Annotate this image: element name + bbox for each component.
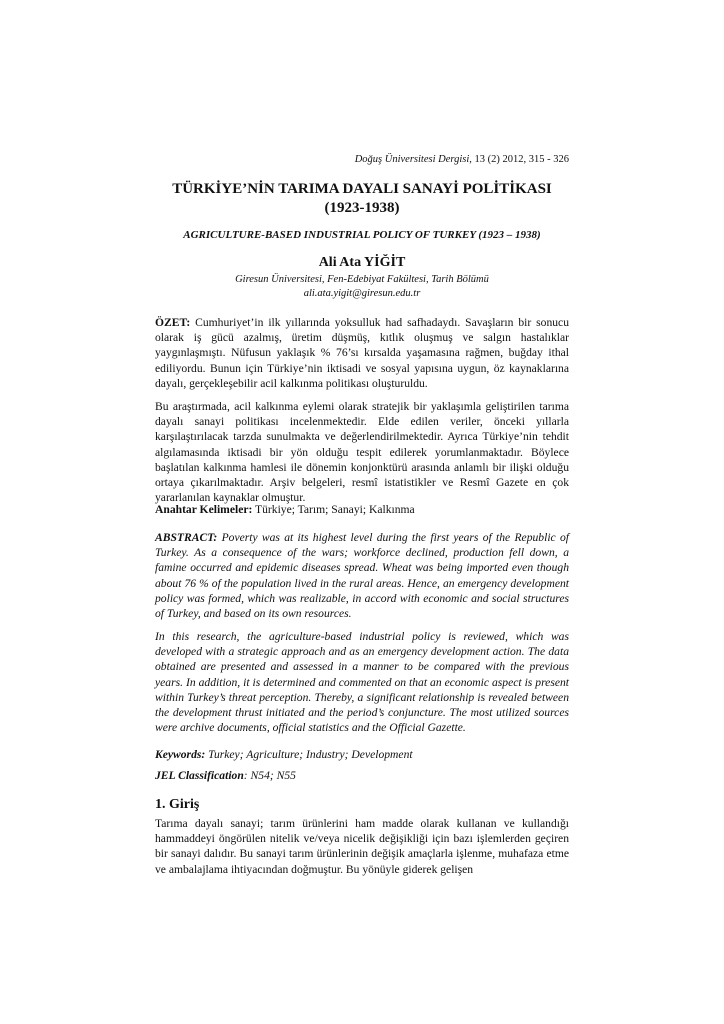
author-email[interactable]: ali.ata.yigit@giresun.edu.tr: [303, 288, 421, 299]
abstract-label: ABSTRACT:: [155, 531, 218, 544]
keywords: [155, 747, 569, 762]
keywords-label: Keywords:: [155, 748, 206, 761]
abstract-paragraph-1: [155, 530, 569, 621]
ozet-text-1: Cumhuriyet’in ilk yıllarında yoksulluk had safhadaydı. Savaşların bir sonucu olarak iş gücü azalmış, üretim düşmüş, kıtlık oluşmuş ve salgın hastalıklar yaygınlaşmıştı. Nüfusun yaklaşık % 76’sı kırsalda yaşamasına rağmen, buğday ithal ediliyordu. Bunun için Türkiye’nin iktisadi ve sosyal yapısına uygun, öz kaynaklarına dayalı, gerçekleşebilir acil kalkınma politikası oluşturuldu.: [155, 316, 569, 390]
journal-issue: , 13 (2) 2012, 315 - 326: [469, 154, 569, 165]
keywords-value: Turkey; Agriculture; Industry; Development: [205, 748, 413, 761]
section-heading-giris: 1. Giriş: [155, 797, 200, 812]
abstract-paragraph-2: In this research, the agriculture-based industrial policy is reviewed, which was developed with a strategic approach and as an emergency development action. The data obtained are presented and assessed in a manner to be compared with the previous years. In addition, it is determined and commented on that an economic aspect is present within Turkey’s threat perception. Thereby, a significant relationship is revealed between the development thrust initiated and the period’s conjuncture. The most utilized sources were archive documents, official statistics and the Official Gazette.: [155, 630, 569, 735]
ozet-label: ÖZET:: [155, 316, 191, 329]
english-title: AGRICULTURE-BASED INDUSTRIAL POLICY OF TURKEY (1923 – 1938): [183, 229, 541, 241]
anahtar-kelimeler: [155, 502, 569, 517]
author-affiliation: Giresun Üniversitesi, Fen-Edebiyat Fakültesi, Tarih Bölümü: [235, 274, 489, 285]
article-title-line1: TÜRKİYE’NİN TARIMA DAYALI SANAYİ POLİTİKASI: [172, 181, 552, 197]
journal-name: Doğuş Üniversitesi Dergisi: [354, 154, 470, 165]
article-title: [155, 180, 569, 218]
anahtar-label: Anahtar Kelimeler:: [155, 503, 253, 516]
author-name: Ali Ata YİĞİT: [318, 255, 406, 270]
anahtar-value: Türkiye; Tarım; Sanayi; Kalkınma: [252, 503, 415, 516]
jel-label: JEL Classification: [155, 769, 244, 782]
jel-value: : N54; N55: [243, 769, 296, 782]
abstract-text-1: Poverty was at its highest level during the first years of the Republic of Turkey. As a consequence of the wars; workforce declined, production fell down, a famine occurred and epidemic diseases spread. Wheat was being imported even though about 76 % of the population lived in the rural areas. Hence, an emergency development policy was formed, which was realizable, in accord with economic and social structures of Turkey, and based on its own resources.: [155, 531, 569, 621]
section-giris-text: Tarıma dayalı sanayi; tarım ürünlerini ham madde olarak kullanan ve kullandığı hammaddeyi öngörülen nitelik ve/veya nicelik değişikliği için bazı işlemlerden geçiren bir sanayi dalıdır. Bu sanayi tarım ürünlerinin değişik amaçlarla işlenme, muhafaza etme ve ambalajlama ihtiyacından doğmuştur. Bu yönüyle giderek gelişen: [155, 817, 569, 876]
ozet-paragraph-1: [155, 315, 569, 391]
ozet-paragraph-2: Bu araştırmada, acil kalkınma eylemi olarak stratejik bir yaklaşımla geliştirilen tarıma dayalı sanayi politikası incelenmektedir. Elde edilen veriler, önceki yıllarla karşılaştırılacak tarzda sunulmakta ve değerlendirilmektedir. Ayrıca Türkiye’nin tehdit algılamasında iktisadi bir yön olduğu tespit edilerek yorumlanmaktadır. Böylece başlatılan kalkınma hamlesi ile dönemin konjonktürü arasında anlamlı bir ilişki olduğu ortaya çıkarılmaktadır. Arşiv belgeleri, resmî istatistikler ve Resmî Gazete en çok yararlanılan kaynaklar olmuştur.: [155, 400, 569, 505]
running-header: [355, 154, 569, 165]
article-title-line2: (1923-1938): [324, 200, 400, 216]
jel-classification: [155, 768, 569, 783]
